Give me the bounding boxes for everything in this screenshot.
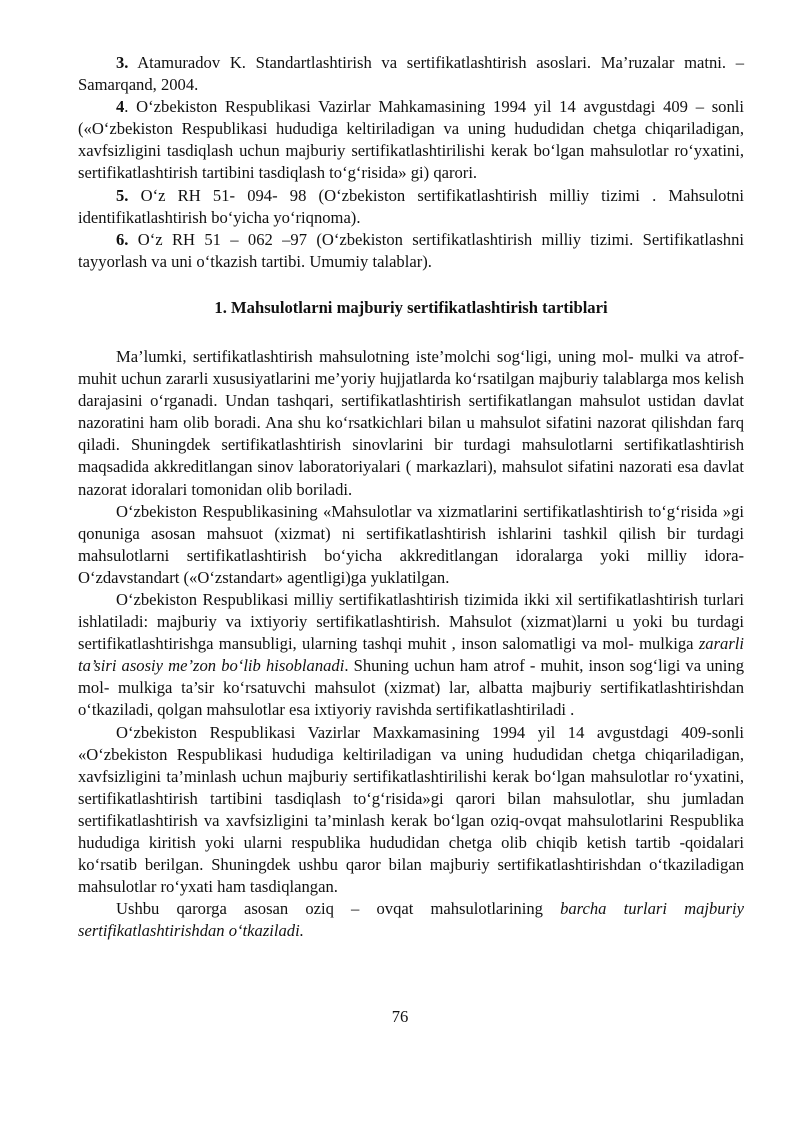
reference-text: Atamuradov K. Standartlashtirish va sertifikatlashtirish asoslari. Ma’ruzalar matni. – Samarqand, 2004.	[78, 53, 744, 95]
reference-text: O‘z RH 51 – 062 –97 (O‘zbekiston sertifikatlashtirish milliy tizimi. Sertifikatlashni tayyorlash va uni o‘tkazish tartibi. Umumiy talablar).	[78, 229, 744, 271]
page-number: 76	[391, 1007, 409, 1026]
reference-item	[78, 96, 744, 184]
paragraph-text: . Shuning uchun ham atrof - muhit, inson sog‘ligi va uning mol- mulkiga ta’sir ko‘rsatuvchi mahsulot (xizmat) lar, albatta majburiy sertifikatlashtirishdan o‘tkaziladi, qolgan mahsulotlar esa ixtiyoriy ravishda sertifikatlashtiriladi .	[78, 656, 745, 720]
reference-item	[78, 185, 744, 229]
reference-text: O‘z RH 51- 094- 98 (O‘zbekiston sertifikatlashtirish milliy tizimi . Mahsulotni identifikatlashtirish bo‘yicha yo‘riqnoma).	[78, 185, 744, 227]
reference-number: 4	[116, 97, 125, 117]
body-paragraph: O‘zbekiston Respublikasining «Mahsulotlar va xizmatlarini sertifikatlashtirish to‘g‘risida »gi qonuniga asosan mahsuot (xizmat) ni sertifikatlashtirish ishlarini tashkil qilish bir turdagi mahsulotlarni sertifikatlashtirish bo‘yicha akkreditlangan idoralarga yoki milliy idora-O‘zdavstandart («O‘zstandart» agentligi)ga yuklatilgan.	[78, 501, 744, 587]
paragraph-text: Ushbu qarorga asosan oziq – ovqat mahsulotlarining	[116, 899, 561, 919]
body-paragraph	[78, 898, 744, 942]
reference-number: 5.	[116, 185, 129, 205]
reference-text: . O‘zbekiston Respublikasi Vazirlar Mahkamasining 1994 yil 14 avgustdagi 409 – sonli («O‘zbekiston Respublikasi hududiga keltiriladigan va uning hududidan chetga chiqariladigan, xavfsizligini tasdiqlash uchun majburiy sertifikatlashtirilishi kerak bo‘lgan mahsulotlar ro‘yxatini, sertifikatlashtirish tartibini tasdiqlash to‘g‘risida» gi) qarori.	[78, 97, 744, 183]
reference-item	[78, 229, 744, 273]
reference-item	[78, 52, 744, 96]
reference-number: 3.	[116, 53, 129, 72]
body-paragraph: Ma’lumki, sertifikatlashtirish mahsulotning iste’molchi sog‘ligi, uning mol- mulki va atrof- muhit uchun zararli xususiyatlarini me’yoriy hujjatlarda ko‘rsatilgan majburiy talablarga mos kelish darajasini o‘rganadi. Undan tashqari, sertifikatlashtirish sertifikatlangan mahsulot ustidan davlat nazoratini ham olib boradi. Ana shu ko‘rsatkichlari bilan u mahsulot sifatini nazorat qilishdan farq qiladi. Shuningdek sertifikatlashtirish sinovlarini bir turdagi mahsulotlarni sertifikatlashtirish maqsadida akkreditlangan sinov laboratoriyalari ( markazlari), mahsulot sifatini nazorati esa davlat nazorat idoralari tomonidan olib boriladi.	[78, 346, 744, 499]
section-title: 1. Mahsulotlarni majburiy sertifikatlashtirish tartiblari	[214, 297, 608, 317]
italic-emphasis: zararli ta’siri asosiy me’zon bo‘lib hisoblanadi	[78, 634, 744, 676]
reference-number: 6.	[116, 229, 129, 249]
body-paragraph: O‘zbekiston Respublikasi Vazirlar Maxkamasining 1994 yil 14 avgustdagi 409-sonli «O‘zbekiston Respublikasi hududiga keltiriladigan va uning hududidan chetga chiqariladigan, xavfsizligini ta’minlash uchun majburiy sertifikatlashtirilishi kerak bo‘lgan mahsulotlar ro‘yxatini, sertifikatlashtirish tartibini tasdiqlash to‘g‘risida»gi qarori bilan mahsulotlar, shu jumladan sertifikatlashtirish va xavfsizligini ta’minlash kerak bo‘lgan oziq-ovqat mahsulotlarini Respublika hududiga kiritish yoki ularni respublika hududidan chetga olib chiqib ketish tartib -qoidalari ko‘rsatib berilgan. Shuningdek ushbu qaror bilan majburiy sertifikatlashtirishdan o‘tkaziladigan mahsulotlar ro‘yxati ham tasdiqlangan.	[78, 722, 744, 897]
paragraph-text: O‘zbekiston Respublikasi milliy sertifikatlashtirish tizimida ikki xil sertifikatlashtirish turlari ishlatiladi: majburiy va ixtiyoriy sertifikatlashtirish. Mahsulot (xizmat)larni u yoki bu turdagi sertifikatlashtirishga mansubligi, ularning tashqi muhit , inson salomatligi va mol- mulkiga	[78, 589, 744, 654]
document-page	[78, 52, 744, 942]
body-paragraph	[78, 589, 744, 722]
italic-emphasis: barcha turlari majburiy sertifikatlashtirishdan o‘tkaziladi.	[78, 899, 744, 941]
